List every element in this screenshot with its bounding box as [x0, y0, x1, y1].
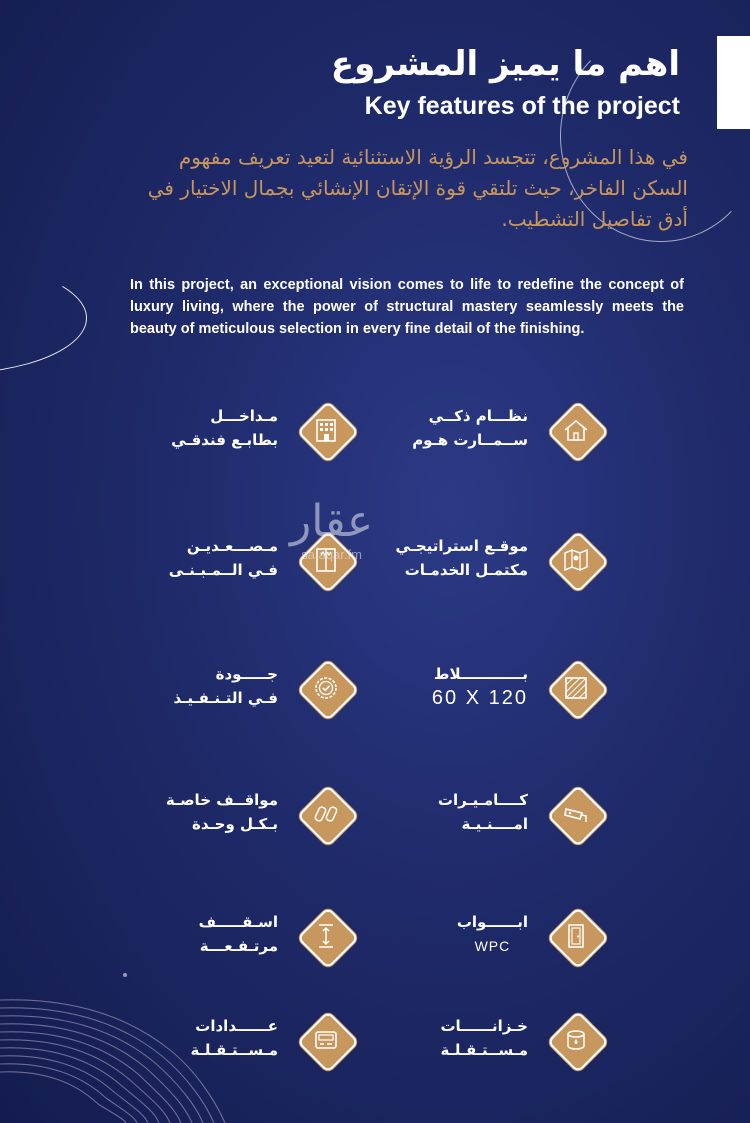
feature-line2: مرتـفـعـــة — [199, 937, 278, 955]
feature-line2: 60 X 120 — [431, 687, 528, 709]
feature-line1: ابــــــواب — [456, 913, 528, 931]
feature-private-parking — [120, 784, 360, 844]
feature-security-cameras — [370, 784, 610, 844]
page-title-english: Key features of the project — [364, 92, 680, 120]
feature-line2: مـســتـقـلـة — [190, 1041, 278, 1059]
feature-tiles — [370, 658, 610, 718]
watermark-url: sa.aqar.fm — [301, 547, 362, 562]
hotel-entrance-icon — [311, 415, 341, 445]
feature-line1: عــــــدادات — [195, 1017, 278, 1035]
feature-line2: فـي الــمـبـنـى — [168, 561, 278, 579]
feature-high-ceilings — [120, 906, 360, 966]
feature-line2: مكتمـل الخدمـات — [404, 561, 528, 579]
feature-line1: خـزانــــــات — [440, 1017, 528, 1035]
quality-badge-icon — [311, 673, 341, 703]
decorative-dot — [123, 973, 127, 977]
tiles-icon — [561, 673, 591, 703]
feature-line2: WPC — [474, 938, 511, 954]
high-ceiling-icon — [311, 921, 341, 951]
feature-line1: بــــــــــــلاط — [433, 665, 528, 683]
feature-line2: مـســتـقـلـة — [440, 1041, 528, 1059]
security-camera-icon — [561, 799, 591, 829]
feature-quality — [120, 658, 360, 718]
feature-line2: امــــنـيـة — [461, 815, 528, 833]
smart-home-icon — [561, 415, 591, 445]
feature-line2: ســمــارت هـوم — [412, 431, 528, 449]
feature-doors — [370, 906, 610, 966]
feature-line2: بـكـل وحـدة — [191, 815, 278, 833]
feature-line2: بطابـع فندقـي — [171, 431, 278, 449]
feature-line1: مـصـــعـديـن — [186, 537, 278, 555]
location-map-icon — [561, 545, 591, 575]
feature-line1: مواقــف خاصـة — [165, 791, 278, 809]
feature-smart-home — [370, 400, 610, 460]
feature-water-tanks — [370, 1010, 610, 1070]
feature-line1: موقـع استراتيجـي — [395, 537, 528, 555]
electric-meter-icon — [311, 1025, 341, 1055]
decorative-arc-left — [0, 262, 87, 374]
watermark-logo: عقار — [290, 496, 374, 547]
intro-paragraph-arabic: في هذا المشروع، تتجسد الرؤية الاستثنائية لتعيد تعريف مفهوم السكن الفاخر، حيث تلتقي قوة الإتقان الإنشائي بجمال الاختيار في أدق تفاصيل التشطيب. — [147, 145, 688, 231]
decorative-waves — [0, 990, 230, 1123]
page-title-arabic: اهم ما يميز المشروع — [330, 44, 680, 84]
door-icon — [561, 921, 591, 951]
water-tank-icon — [561, 1025, 591, 1055]
feature-line1: نظـــام ذكــي — [428, 407, 528, 425]
feature-hotel-entrance — [120, 400, 360, 460]
feature-line1: مـداخـــل — [210, 407, 278, 425]
parking-cars-icon — [311, 799, 341, 829]
watermark — [290, 497, 373, 562]
feature-line2: فـي التـنـفـيـذ — [173, 689, 278, 707]
feature-line1: جـــــودة — [215, 665, 278, 683]
feature-line1: كــــامـيـرات — [437, 791, 528, 809]
feature-strategic-location — [370, 530, 610, 590]
feature-line1: اسـقـــــف — [198, 913, 278, 931]
intro-paragraph-english: In this project, an exceptional vision comes to life to redefine the concept of luxury living, where the power of structural mastery seamlessly meets the beauty of meticulous selection in every fine detail of the finishing. — [130, 277, 684, 337]
